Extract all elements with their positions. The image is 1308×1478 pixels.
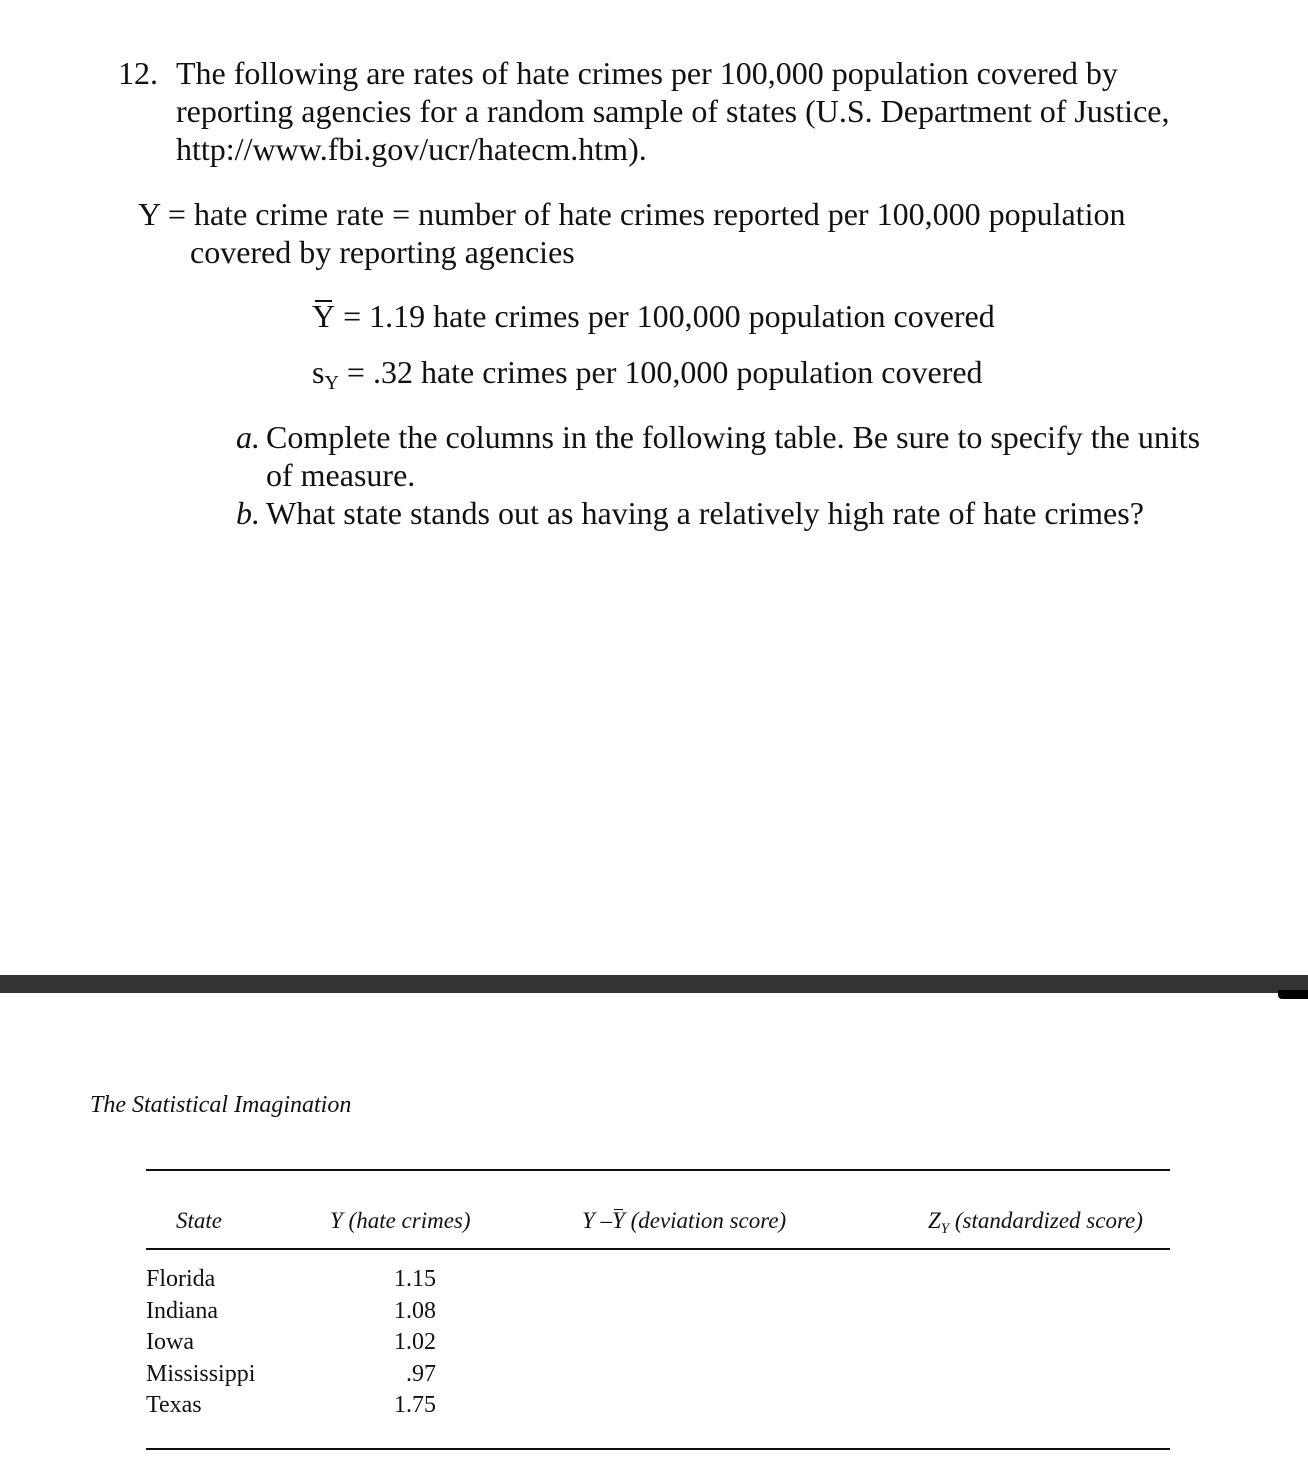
cell-state: Mississippi [146, 1360, 256, 1387]
header-deviation-suffix: (deviation score) [624, 1208, 787, 1233]
cell-y: .97 [406, 1360, 436, 1387]
part-b [236, 494, 1206, 532]
table-row [146, 1266, 746, 1298]
table-row [146, 1329, 746, 1361]
sd-text: = .32 hate crimes per 100,000 population covered [338, 354, 983, 390]
problem-statement [118, 54, 1208, 168]
header-z-suffix: (standardized score) [949, 1208, 1143, 1233]
header-standardized [928, 1208, 1143, 1238]
cell-state: Florida [146, 1266, 216, 1292]
problem-number: 12. [118, 55, 158, 91]
header-state: State [176, 1208, 222, 1233]
cell-y: 1.08 [394, 1297, 436, 1324]
mean-symbol: Y [312, 298, 336, 334]
cell-y: 1.15 [394, 1266, 436, 1292]
header-y: Y (hate crimes) [330, 1208, 471, 1233]
question-parts [236, 418, 1206, 532]
part-letter: a. [236, 419, 260, 455]
table-top-rule [146, 1169, 1170, 1171]
cell-state: Texas [146, 1392, 202, 1418]
page-divider [0, 975, 1308, 993]
problem-text: The following are rates of hate crimes per 100,000 population covered by reporting agencies for a random sample of states (U.S. Department of Justice, http://www.fbi.gov/ucr/hatecm.htm). [176, 55, 1170, 167]
running-header: The Statistical Imagination [90, 1092, 352, 1118]
mean-statement [312, 297, 995, 335]
cell-state: Iowa [146, 1329, 194, 1355]
cell-y: 1.75 [394, 1392, 436, 1418]
header-deviation-ybar: Y [612, 1208, 625, 1233]
header-deviation-prefix: Y – [582, 1208, 613, 1233]
table-row [146, 1392, 746, 1424]
table-bottom-rule [146, 1448, 1170, 1450]
table-row [146, 1298, 746, 1330]
lower-page [0, 993, 1308, 1478]
header-z-symbol: Z [928, 1208, 941, 1233]
part-text: Complete the columns in the following table. Be sure to specify the units of measure. [266, 419, 1201, 493]
header-deviation [582, 1208, 786, 1234]
cell-y: 1.02 [394, 1329, 436, 1355]
table-body [146, 1266, 746, 1424]
table-header-rule [146, 1248, 1170, 1250]
definition-line-2: covered by reporting agencies [190, 234, 575, 270]
sd-statement [312, 353, 983, 402]
sd-symbol: s [312, 354, 325, 390]
part-text: What state stands out as having a relatively high rate of hate crimes? [266, 495, 1144, 531]
mean-text: = 1.19 hate crimes per 100,000 population covered [335, 298, 995, 334]
cell-state: Indiana [146, 1297, 218, 1324]
sd-subscript: Y [324, 372, 339, 394]
part-letter: b. [236, 495, 260, 531]
header-z-subscript: Y [940, 1221, 950, 1237]
definition-line-1: Y = hate crime rate = number of hate crimes reported per 100,000 population [138, 196, 1126, 232]
variable-definition [138, 195, 1208, 271]
part-a [236, 418, 1206, 494]
table-row [146, 1361, 746, 1393]
